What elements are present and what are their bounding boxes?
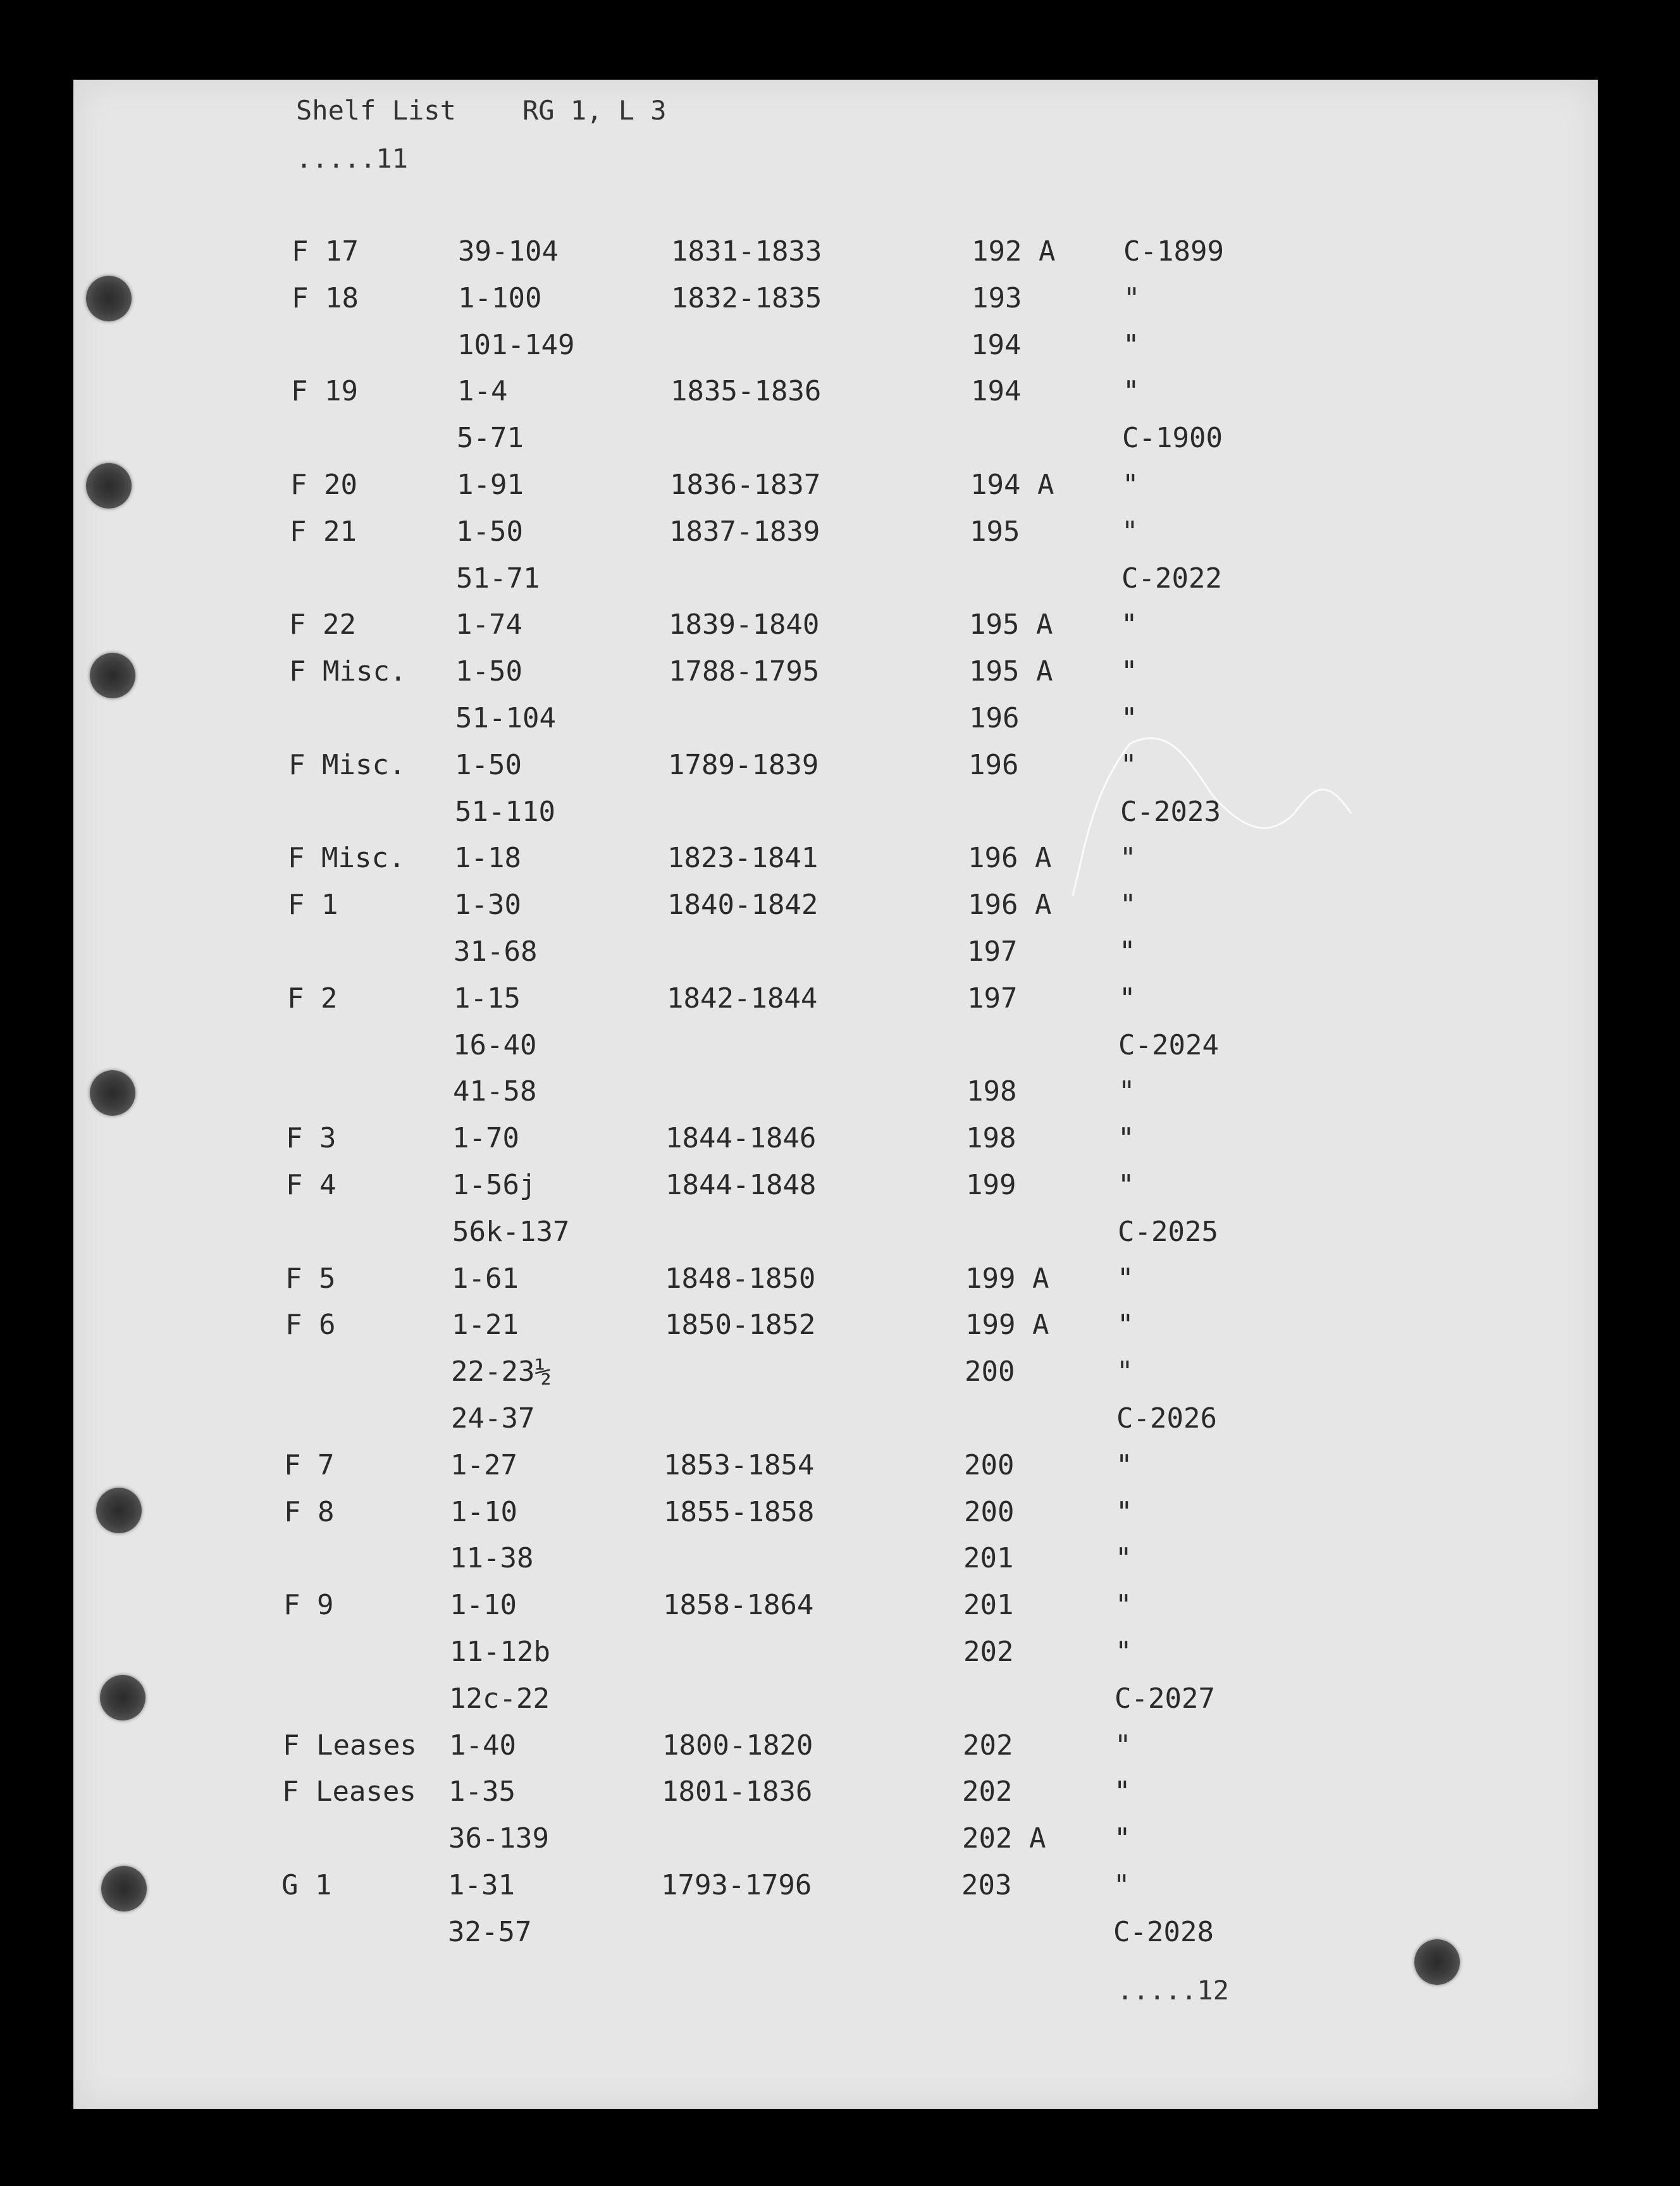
punch-hole [100,1675,145,1720]
reel-cell: " [1115,1589,1132,1621]
reel-cell: " [1118,1169,1135,1201]
reel-cell: C-1900 [1122,422,1223,454]
reel-cell: " [1123,375,1140,407]
file-cell: F 9 [283,1589,334,1621]
file-cell: F 22 [289,608,356,641]
volume-cell: 197 [967,936,1018,968]
punch-hole [1414,1939,1460,1985]
range-cell: 1-31 [448,1869,515,1901]
reel-cell: " [1119,982,1136,1015]
years-cell: 1844-1846 [665,1122,817,1154]
years-cell: 1842-1844 [667,982,818,1015]
volume-cell: 195 A [969,608,1053,641]
range-cell: 1-35 [448,1775,516,1808]
file-cell: F 20 [290,469,357,501]
range-cell: 36-139 [448,1822,549,1855]
reel-cell: C-2027 [1115,1683,1215,1715]
reel-cell: " [1122,469,1139,501]
volume-cell: 203 [961,1869,1012,1901]
reel-cell: C-2023 [1120,796,1221,828]
years-cell: 1844-1848 [665,1169,817,1201]
range-cell: 31-68 [454,936,538,968]
reel-cell: " [1118,1075,1135,1108]
file-cell: F 3 [286,1122,337,1154]
range-cell: 1-30 [454,889,521,921]
volume-cell: 193 [972,282,1022,314]
years-cell: 1835-1836 [670,375,822,407]
file-cell: F 4 [286,1169,337,1201]
reel-cell: " [1116,1496,1133,1528]
range-cell: 12c-22 [449,1683,550,1715]
range-cell: 11-12b [450,1636,550,1668]
volume-cell: 202 [962,1775,1013,1808]
reel-cell: " [1117,1309,1134,1341]
range-cell: 1-61 [452,1263,519,1295]
volume-cell: 198 [966,1122,1016,1154]
file-cell: F 1 [288,889,338,921]
file-cell: F 7 [284,1449,335,1481]
file-cell: F 17 [292,235,359,268]
volume-cell: 197 [967,982,1018,1015]
file-cell: F 18 [292,282,359,314]
range-cell: 51-110 [455,796,555,828]
reel-cell: C-2025 [1118,1216,1218,1248]
reel-cell: " [1115,1542,1132,1574]
range-cell: 1-50 [456,516,523,548]
volume-cell: 195 [970,516,1020,548]
years-cell: 1800-1820 [662,1729,813,1762]
scan-fiber-mark [1060,719,1440,908]
years-cell: 1793-1796 [661,1869,812,1901]
volume-cell: 194 [971,329,1022,361]
range-cell: 5-71 [457,422,524,454]
reel-cell: C-1899 [1123,235,1224,268]
file-cell: F 8 [284,1496,335,1528]
range-cell: 1-21 [452,1309,519,1341]
range-cell: 1-10 [450,1496,517,1528]
years-cell: 1858-1864 [663,1589,814,1621]
file-cell: F Misc. [288,842,405,874]
volume-cell: 199 A [965,1309,1049,1341]
reel-cell: " [1116,1449,1133,1481]
range-cell: 39-104 [458,235,559,268]
years-cell: 1801-1836 [662,1775,813,1808]
reel-cell: " [1117,1263,1134,1295]
volume-cell: 200 [965,1355,1015,1388]
volume-cell: 196 [969,702,1020,734]
reel-cell: " [1116,1355,1133,1388]
file-cell: G 1 [281,1869,332,1901]
years-cell: 1839-1840 [669,608,820,641]
reel-cell: " [1115,1636,1132,1668]
document-page [73,80,1598,2109]
years-cell: 1832-1835 [671,282,822,314]
reel-cell: C-2022 [1121,562,1222,595]
reel-cell: " [1113,1869,1130,1901]
range-cell: 1-40 [449,1729,516,1762]
reel-cell: " [1118,1122,1135,1154]
volume-cell: 194 A [970,469,1054,501]
reel-cell: " [1121,655,1138,688]
years-cell: 1789-1839 [668,749,819,781]
reel-cell: " [1114,1822,1131,1855]
reel-cell: " [1120,842,1137,874]
reel-cell: " [1121,608,1138,641]
volume-cell: 199 A [965,1263,1049,1295]
range-cell: 1-50 [455,655,522,688]
range-cell: 56k-137 [452,1216,570,1248]
punch-hole [86,276,132,321]
range-cell: 32-57 [448,1916,532,1948]
range-cell: 22-23½ [451,1355,552,1388]
volume-cell: 202 [963,1729,1013,1762]
continuation-to: .....12 [1117,1975,1230,2006]
years-cell: 1853-1854 [664,1449,815,1481]
volume-cell: 200 [964,1449,1015,1481]
years-cell: 1788-1795 [669,655,820,688]
file-cell: F Leases [283,1729,417,1762]
years-cell: 1836-1837 [670,469,821,501]
reel-cell: " [1119,936,1136,968]
years-cell: 1850-1852 [665,1309,816,1341]
volume-cell: 199 [966,1169,1016,1201]
range-cell: 51-104 [455,702,556,734]
file-cell: F 21 [290,516,357,548]
volume-cell: 196 A [968,889,1052,921]
volume-cell: 194 [971,375,1022,407]
file-cell: F 19 [291,375,358,407]
range-cell: 1-10 [450,1589,517,1621]
reel-cell: C-2026 [1116,1402,1217,1435]
file-cell: F Leases [282,1775,416,1808]
range-cell: 1-56j [452,1169,536,1201]
reel-cell: " [1115,1729,1132,1762]
reel-cell: " [1123,282,1140,314]
range-cell: 1-50 [455,749,522,781]
volume-cell: 202 A [962,1822,1046,1855]
punch-hole [90,1070,135,1116]
reel-cell: " [1120,749,1137,781]
volume-cell: 195 A [969,655,1053,688]
years-cell: 1848-1850 [665,1263,816,1295]
reel-cell: C-2024 [1118,1029,1219,1061]
range-cell: 1-27 [450,1449,517,1481]
range-cell: 1-18 [454,842,521,874]
volume-cell: 201 [963,1542,1014,1574]
record-group: RG 1, L 3 [522,95,667,126]
punch-hole [96,1488,142,1533]
range-cell: 101-149 [457,329,575,361]
range-cell: 11-38 [450,1542,534,1574]
range-cell: 1-100 [458,282,542,314]
range-cell: 16-40 [453,1029,537,1061]
volume-cell: 202 [963,1636,1014,1668]
reel-cell: " [1123,329,1140,361]
volume-cell: 196 [968,749,1019,781]
punch-hole [90,653,135,698]
file-cell: F 2 [287,982,338,1015]
volume-cell: 200 [964,1496,1015,1528]
file-cell: F Misc. [288,749,406,781]
file-cell: F 5 [285,1263,336,1295]
continuation-from: .....11 [296,143,409,174]
punch-hole [101,1866,147,1911]
years-cell: 1855-1858 [664,1496,815,1528]
range-cell: 1-70 [452,1122,519,1154]
volume-cell: 192 A [972,235,1056,268]
range-cell: 51-71 [456,562,540,595]
years-cell: 1837-1839 [669,516,820,548]
volume-cell: 196 A [968,842,1052,874]
document-title: Shelf List [296,95,456,126]
reel-cell: " [1120,889,1137,921]
range-cell: 1-74 [455,608,522,641]
years-cell: 1823-1841 [667,842,818,874]
range-cell: 41-58 [453,1075,537,1108]
volume-cell: 201 [963,1589,1014,1621]
range-cell: 1-4 [457,375,508,407]
reel-cell: " [1121,702,1138,734]
file-cell: F 6 [285,1309,336,1341]
reel-cell: C-2028 [1113,1916,1214,1948]
years-cell: 1840-1842 [667,889,818,921]
volume-cell: 198 [967,1075,1017,1108]
range-cell: 1-15 [454,982,521,1015]
years-cell: 1831-1833 [671,235,822,268]
reel-cell: " [1121,516,1139,548]
file-cell: F Misc. [289,655,407,688]
range-cell: 1-91 [457,469,524,501]
reel-cell: " [1114,1775,1131,1808]
range-cell: 24-37 [451,1402,535,1435]
punch-hole [86,463,132,509]
